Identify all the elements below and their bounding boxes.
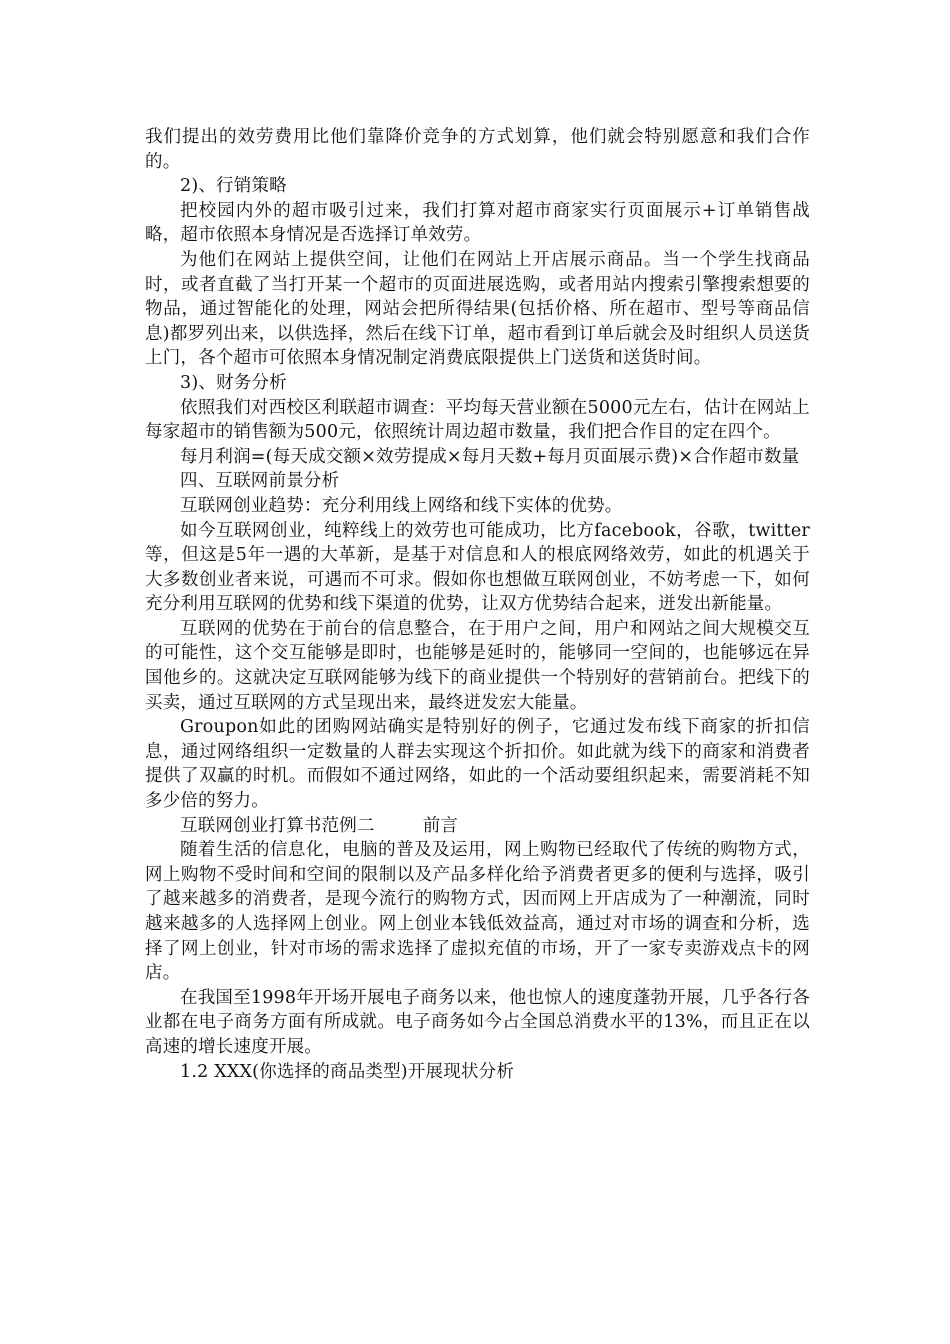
paragraph: 互联网创业趋势：充分利用线上网络和线下实体的优势。 bbox=[180, 495, 623, 516]
paragraph: 如今互联网创业，纯粹线上的效劳也可能成功，比方facebook，谷歌，twitter等，但这是5年一遇的大革新，是基于对信息和人的根底网络效劳，如此的机遇关于大多数创业者来说，可遇而不可求。假如你也想做互联网创业，不妨考虑一下，如何充分利用互联网的优势和线下渠道的优势，让双方优势结合起来，迸发出新能量。 bbox=[145, 520, 810, 615]
subheading-marketing-strategy: 2)、行销策略 bbox=[180, 176, 287, 197]
paragraph: 我们提出的效劳费用比他们靠降价竞争的方式划算，他们就会特别愿意和我们合作的。 bbox=[145, 127, 810, 172]
paragraph: 在我国至1998年开场开展电子商务以来，他也惊人的速度蓬勃开展，几乎各行各业都在电子商务方面有所成就。电子商务如今占全国总消费水平的13%，而且正在以高速的增长速度开展。 bbox=[145, 987, 810, 1057]
paragraph: 依照我们对西校区利联超市调查：平均每天营业额在5000元左右，估计在网站上每家超市的销售额为500元，依照统计周边超市数量，我们把合作目的定在四个。 bbox=[145, 397, 810, 443]
profit-formula: 每月利润=(每天成交额×效劳提成×每月天数+每月页面展示费)×合作超市数量 bbox=[180, 446, 800, 467]
section-title bbox=[145, 814, 810, 839]
document-body bbox=[145, 125, 810, 1084]
paragraph: 互联网的优势在于前台的信息整合，在于用户之间，用户和网站之间大规模交互的可能性，这个交互能够是即时，也能够是延时的，能够同一空间的，也能够远在异国他乡的。这就决定互联网能够为线下的商业提供一个特别好的营销前台。把线下的买卖，通过互联网的方式呈现出来，最终迸发宏大能量。 bbox=[145, 618, 810, 713]
paragraph: 随着生活的信息化，电脑的普及及运用，网上购物已经取代了传统的购物方式，网上购物不受时间和空间的限制以及产品多样化给予消费者更多的便利与选择，吸引了越来越多的消费者，是现今流行的购物方式，因而网上开店成为了一种潮流，同时越来越多的人选择网上创业。网上创业本钱低效益高，通过对市场的调查和分析，选择了网上创业，针对市场的需求选择了虚拟充值的市场，开了一家专卖游戏点卡的网店。 bbox=[145, 840, 810, 984]
section-heading-internet-outlook: 四、互联网前景分析 bbox=[180, 471, 340, 492]
subheading-development-status: 1.2 XXX(你选择的商品类型)开展现状分析 bbox=[180, 1061, 515, 1082]
paragraph: Groupon如此的团购网站确实是特别好的例子，它通过发布线下商家的折扣信息，通过网络组织一定数量的人群去实现这个折扣价。如此就为线下的商家和消费者提供了双赢的时机。而假如不通过网络，如此的一个活动要组织起来，需要消耗不知多少倍的努力。 bbox=[145, 717, 810, 812]
section-title-main: 互联网创业打算书范例二 bbox=[180, 815, 375, 836]
paragraph: 为他们在网站上提供空间，让他们在网站上开店展示商品。当一个学生找商品时，或者直截了当打开某一个超市的页面进展选购，或者用站内搜索引擎搜索想要的物品，通过智能化的处理，网站会把所得结果(包括价格、所在超市、型号等商品信息)都罗列出来，以供选择，然后在线下订单，超市看到订单后就会及时组织人员送货上门，各个超市可依照本身情况制定消费底限提供上门送货和送货时间。 bbox=[145, 249, 810, 369]
subheading-financial-analysis: 3)、财务分析 bbox=[180, 372, 287, 393]
paragraph: 把校园内外的超市吸引过来，我们打算对超市商家实行页面展示+订单销售战略，超市依照本身情况是否选择订单效劳。 bbox=[145, 200, 810, 246]
section-title-preface: 前言 bbox=[422, 815, 459, 836]
